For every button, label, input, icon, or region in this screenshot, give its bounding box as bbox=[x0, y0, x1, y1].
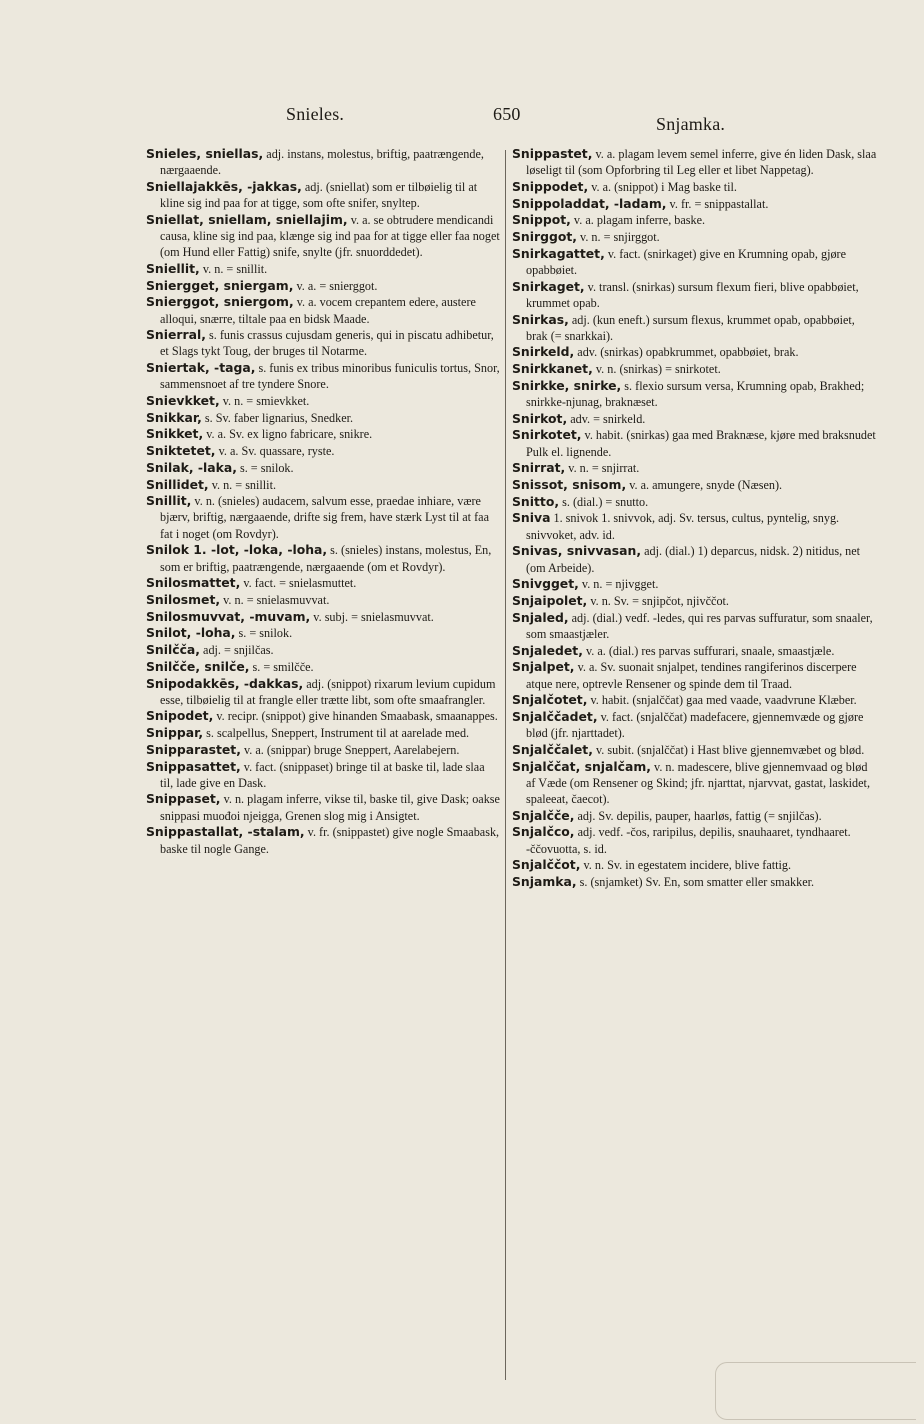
entry-definition: v. n. plagam inferre, vikse til, baske til, give Dask; oakse snippasi muođoi njeigga, Grenen slog mig i Ansigtet. bbox=[160, 792, 500, 823]
entry-definition: s. (snjamket) Sv. En, som smatter eller smakker. bbox=[576, 874, 815, 889]
dictionary-entry bbox=[146, 708, 500, 724]
dictionary-entry bbox=[146, 493, 500, 542]
dictionary-entry bbox=[146, 410, 500, 426]
entry-headword: Snilosmet, bbox=[146, 591, 221, 607]
entry-headword: Snirkot, bbox=[512, 410, 568, 426]
entry-definition: v. habit. (snjalččat) gaa med vaade, vaadvrune Klæber. bbox=[587, 693, 857, 708]
entry-headword: Sniellit, bbox=[146, 260, 200, 276]
entry-headword: Snievkket, bbox=[146, 393, 220, 409]
dictionary-entry bbox=[146, 477, 500, 493]
entry-definition: adj. (sniellat) som er tilbøielig til at kline sig ind paa for at tigge, som ofte snifer, snyltер. bbox=[160, 179, 478, 211]
dictionary-entry bbox=[512, 759, 878, 808]
dictionary-entry bbox=[146, 759, 500, 791]
entry-definition: v. fact. (snippaset) bringe til at baske til, lade slaa til, lade give en Dask. bbox=[160, 759, 485, 790]
dictionary-entry bbox=[146, 659, 500, 675]
entry-definition: adj. instans, molestus, briftig, paatrængende, nærgaaende. bbox=[160, 147, 484, 178]
dictionary-entry bbox=[146, 625, 500, 641]
entry-definition: v. transl. (snirkas) sursum flexum fieri, blive opabbøiet, krummet opab. bbox=[526, 279, 859, 310]
entry-headword: Snilok 1. -lot, -loka, -loha, bbox=[146, 542, 328, 558]
entry-headword: Snippar, bbox=[146, 725, 204, 741]
entry-definition: s. = smilčče. bbox=[249, 659, 314, 674]
entry-headword: Snippaset, bbox=[146, 791, 221, 807]
dictionary-entry bbox=[146, 278, 500, 294]
dictionary-entry bbox=[512, 742, 878, 758]
dictionary-entry bbox=[146, 146, 500, 178]
entry-headword: Snirkagattet, bbox=[512, 245, 605, 261]
dictionary-entry bbox=[512, 824, 878, 856]
entry-definition: v. n. (snirkas) = snirkotet. bbox=[592, 362, 721, 377]
entry-definition: v. fact. = snielasmuttet. bbox=[240, 576, 357, 591]
entry-headword: Snjaipolet, bbox=[512, 592, 588, 608]
dictionary-entry bbox=[512, 179, 878, 195]
entry-headword: Snillidet, bbox=[146, 476, 209, 492]
entry-headword: Sniellajakkēs, -jakkas, bbox=[146, 178, 302, 194]
entry-definition: v. a. Sv. suonait snjalpet, tendines rangiferinos discerpere atque nere, optrevle Rensener og spinde dem til Traad. bbox=[526, 660, 857, 691]
dictionary-entry bbox=[512, 344, 878, 360]
dictionary-entry bbox=[146, 460, 500, 476]
dictionary-entry bbox=[512, 196, 878, 212]
entry-headword: Snjaled, bbox=[512, 609, 569, 625]
entry-definition: v. a. vocem crepantem edere, austere alloqui, snærre, tiltale paa en bidsk Maade. bbox=[160, 295, 476, 326]
entry-headword: Snissot, snisom, bbox=[512, 477, 627, 493]
entry-headword: Snjalččat, snjalčam, bbox=[512, 758, 651, 774]
entry-headword: Sniktetet, bbox=[146, 443, 216, 459]
dictionary-entry bbox=[146, 179, 500, 211]
entry-headword: Snilot, -loha, bbox=[146, 625, 236, 641]
dictionary-entry bbox=[512, 494, 878, 510]
entry-definition: s. scalpellus, Sneppert, Instrument til at aarelade med. bbox=[203, 726, 470, 741]
entry-headword: Snjalčče, bbox=[512, 807, 575, 823]
entry-headword: Snieles, sniellas, bbox=[146, 146, 264, 161]
dictionary-entry bbox=[512, 146, 878, 178]
dictionary-entry bbox=[146, 294, 500, 326]
entry-headword: Snirkkanet, bbox=[512, 361, 593, 377]
entry-definition: v. a. Sv. ex ligno fabricare, snikre. bbox=[203, 427, 373, 442]
entry-headword: Snipodet, bbox=[146, 708, 214, 724]
entry-headword: Snirkaget, bbox=[512, 278, 585, 294]
dictionary-entry bbox=[512, 460, 878, 476]
dictionary-entry bbox=[512, 709, 878, 741]
dictionary-entry bbox=[512, 543, 878, 575]
entry-headword: Snivas, snivvasan, bbox=[512, 543, 642, 559]
entry-definition: adv. = snirkeld. bbox=[567, 411, 646, 426]
entry-headword: Snjalččot, bbox=[512, 857, 581, 873]
entry-definition: adv. (snirkas) opabkrummet, opabbøiet, brak. bbox=[574, 345, 799, 360]
dictionary-entry bbox=[512, 246, 878, 278]
entry-headword: Snikkar, bbox=[146, 409, 202, 425]
entry-headword: Snillit, bbox=[146, 493, 192, 509]
dictionary-entry bbox=[146, 609, 500, 625]
dictionary-entry bbox=[146, 824, 500, 856]
dictionary-entry bbox=[512, 279, 878, 311]
entry-headword: Snjalččadet, bbox=[512, 708, 598, 724]
dictionary-entry bbox=[512, 610, 878, 642]
dictionary-entry bbox=[146, 676, 500, 708]
entry-headword: Snippodet, bbox=[512, 178, 589, 194]
entry-headword: Snirkas, bbox=[512, 311, 569, 327]
entry-headword: Snitto, bbox=[512, 493, 560, 509]
running-head-right: Snjamka. bbox=[656, 114, 726, 134]
entry-definition: adj. vedf. -čos, raripilus, depilis, snauhaaret, tyndhaaret. -ččovuotta, s. id. bbox=[526, 825, 851, 856]
dictionary-entry bbox=[512, 510, 878, 542]
dictionary-entry bbox=[146, 592, 500, 608]
running-head-left: Snieles. bbox=[286, 104, 345, 124]
dictionary-entry bbox=[512, 229, 878, 245]
dictionary-entry bbox=[512, 361, 878, 377]
entry-headword: Snippoladdat, -ladam, bbox=[512, 195, 667, 211]
entry-headword: Snilosmuvvat, -muvam, bbox=[146, 608, 311, 624]
entry-definition: v. n. Sv. in egestatem incidere, blive fattig. bbox=[580, 858, 792, 873]
column-divider bbox=[505, 150, 506, 1380]
entry-headword: Snilak, -laka, bbox=[146, 459, 237, 475]
entry-headword: Snierral, bbox=[146, 327, 206, 343]
entry-definition: s. flexio sursum versa, Krumning opab, Brakhed; snirkke-njunag, braknæset. bbox=[526, 378, 865, 410]
dictionary-entry bbox=[146, 542, 500, 574]
entry-headword: Snirkke, snirke, bbox=[512, 377, 622, 393]
entry-definition: v. a. (dial.) res parvas suffurari, snaale, smaastjæle. bbox=[582, 643, 835, 658]
entry-definition: s. (dial.) = snutto. bbox=[559, 494, 649, 509]
dictionary-entry bbox=[512, 212, 878, 228]
entry-definition: s. (snieles) instans, molestus, En, som er briftig, paatrængende, nærgaaende (om et Rovdyr). bbox=[160, 543, 492, 574]
dictionary-entry bbox=[512, 692, 878, 708]
entry-definition: 1. snivok 1. snivvok, adj. Sv. tersus, cultus, pyntelig, snyg. snivvoket, adv. id. bbox=[526, 511, 840, 542]
entry-definition: v. n. = njivgget. bbox=[578, 577, 659, 592]
entry-definition: v. a. (snippar) bruge Sneppert, Aarelabejern. bbox=[240, 742, 460, 757]
entry-definition: v. n. (snieles) audacem, salvum esse, praedae inhiare, være bjærv, briftig, nærgaaende, drifte sig frem, have stærk Lyst til at faa fat i noget (om Rovdyr). bbox=[160, 494, 489, 541]
entry-definition: v. n. = snillit. bbox=[199, 261, 268, 276]
entry-definition: v. n. = snjirggot. bbox=[576, 230, 660, 245]
entry-headword: Snivgget, bbox=[512, 576, 579, 592]
entry-definition: v. recipr. (snippot) give hinanden Smaabask, smaanappes. bbox=[213, 709, 498, 724]
entry-headword: Snjalčotet, bbox=[512, 692, 588, 708]
dictionary-entry bbox=[146, 725, 500, 741]
entry-headword: Snierggot, sniergom, bbox=[146, 294, 294, 310]
dictionary-entry bbox=[512, 576, 878, 592]
dictionary-entry bbox=[512, 857, 878, 873]
entry-headword: Sniertak, -taga, bbox=[146, 360, 256, 376]
dictionary-entry bbox=[146, 791, 500, 823]
entry-headword: Snirkotet, bbox=[512, 427, 582, 443]
dictionary-entry bbox=[512, 312, 878, 344]
entry-headword: Snilčče, snilče, bbox=[146, 658, 250, 674]
entry-definition: v. habit. (snirkas) gaa med Braknæse, kjøre med braksnudet Pulk el. lignende. bbox=[526, 428, 876, 459]
dictionary-entry bbox=[146, 360, 500, 392]
entry-definition: v. subj. = snielasmuvvat. bbox=[310, 609, 434, 624]
entry-definition: v. n. = snillit. bbox=[208, 477, 277, 492]
entry-headword: Snilosmattet, bbox=[146, 575, 241, 591]
entry-definition: v. a. Sv. quassare, ryste. bbox=[215, 444, 335, 459]
dictionary-entry bbox=[512, 593, 878, 609]
entry-definition: v. fr. (snippastet) give nogle Smaabask, baske til nogle Gange. bbox=[160, 825, 500, 856]
entry-headword: Snjalpet, bbox=[512, 659, 575, 675]
page-number: 650 bbox=[493, 104, 521, 124]
entry-headword: Snjamka, bbox=[512, 873, 577, 889]
entry-headword: Snippastet, bbox=[512, 146, 593, 161]
dictionary-entry bbox=[512, 659, 878, 691]
entry-headword: Snirggot, bbox=[512, 229, 577, 245]
entry-headword: Snipodakkēs, -dakkas, bbox=[146, 675, 304, 691]
dictionary-entry bbox=[146, 642, 500, 658]
dictionary-entry bbox=[512, 808, 878, 824]
entry-definition: v. fact. (snjalččat) madefacere, gjennemvæde og gjøre blød (jfr. njarttadet). bbox=[526, 709, 864, 741]
dictionary-entry bbox=[512, 411, 878, 427]
entry-definition: adj. (dial.) 1) deparcus, nidsk. 2) nitidus, net (om Arbeide). bbox=[526, 544, 861, 575]
entry-definition: v. a. amungere, snyde (Næsen). bbox=[626, 478, 783, 493]
entry-definition: s. = snilok. bbox=[235, 626, 293, 641]
dictionary-entry bbox=[512, 378, 878, 410]
entry-headword: Snilčča, bbox=[146, 642, 200, 658]
dictionary-entry bbox=[146, 742, 500, 758]
entry-definition: v. n. = snielasmuvvat. bbox=[220, 592, 330, 607]
entry-headword: Sniellat, sniellam, sniellajim, bbox=[146, 211, 348, 227]
entry-headword: Snippasattet, bbox=[146, 758, 241, 774]
entry-definition: s. Sv. faber lignarius, Snedker. bbox=[201, 410, 354, 425]
dictionary-entry bbox=[512, 427, 878, 459]
entry-headword: Snjaledet, bbox=[512, 642, 583, 658]
dictionary-entry bbox=[512, 874, 878, 890]
entry-definition: v. fact. (snirkaget) give en Krumning opab, gjøre opabbøiet. bbox=[526, 246, 847, 277]
entry-definition: s. funis crassus cujusdam generis, qui in piscatu adhibetur, et Slags tykt Toug, der bruges til Notarme. bbox=[160, 328, 494, 359]
entry-headword: Sniva bbox=[512, 510, 551, 526]
entry-definition: v. subit. (snjalččat) i Hast blive gjennemvæbet og blød. bbox=[592, 742, 865, 757]
page-edge-mark bbox=[715, 1362, 916, 1420]
entry-headword: Sniergget, sniergam, bbox=[146, 277, 294, 293]
entry-headword: Snjalččalet, bbox=[512, 741, 593, 757]
entry-definition: v. a. plagam levem semel inferre, give én liden Dask, slaa løseligt til (som Opforbring til Leg eller et libet Nappetag). bbox=[526, 147, 877, 178]
entry-definition: v. fr. = snippastallat. bbox=[666, 196, 769, 211]
dictionary-entry bbox=[512, 643, 878, 659]
entry-definition: adj. (snippot) rixarum levium cupidum esse, tilbøielig til at frangle eller trætte libt, som ofte smaafrangler. bbox=[160, 676, 496, 707]
entry-headword: Snipparastet, bbox=[146, 741, 241, 757]
dictionary-entry bbox=[146, 575, 500, 591]
dictionary-entry bbox=[146, 443, 500, 459]
dictionary-entry bbox=[146, 261, 500, 277]
entry-definition: v. n. = snjirrat. bbox=[565, 461, 640, 476]
entry-headword: Snjalčco, bbox=[512, 824, 575, 840]
entry-definition: v. a. (snippot) i Mag baske til. bbox=[588, 179, 737, 194]
entry-definition: s. funis ex tribus minoribus funiculis tortus, Snor, sammensnoet af tre tyndere Snore. bbox=[160, 361, 500, 392]
entry-definition: s. = snilok. bbox=[236, 460, 294, 475]
right-column bbox=[512, 146, 878, 891]
entry-definition: v. a. plagam inferre, baske. bbox=[570, 213, 706, 228]
dictionary-entry bbox=[146, 212, 500, 261]
entry-definition: v. n. madescere, blive gjennemvaad og blød af Væde (om Rensener og Skind; jfr. njarttat, njarvvat, gastat, laskidet, spaleeat, čaecot). bbox=[526, 759, 870, 806]
entry-definition: v. n. Sv. = snjipčot, njivččot. bbox=[587, 593, 729, 608]
entry-headword: Snippastallat, -stalam, bbox=[146, 824, 305, 840]
entry-definition: v. a. = snierggot. bbox=[293, 278, 378, 293]
entry-definition: adj. (dial.) vedf. -ledes, qui res parvas suffuratur, som snaaler, som smaastjæler. bbox=[526, 610, 873, 641]
entry-definition: v. n. = smievkket. bbox=[219, 394, 310, 409]
entry-headword: Snirkeld, bbox=[512, 344, 575, 360]
dictionary-entry bbox=[512, 477, 878, 493]
entry-definition: adj. (kun eneft.) sursum flexus, krummet opab, opabbøiet, brak (= snarkkai). bbox=[526, 312, 855, 343]
entry-headword: Snippot, bbox=[512, 212, 571, 228]
dictionary-entry bbox=[146, 426, 500, 442]
left-column bbox=[146, 146, 500, 857]
entry-definition: v. a. se obtrudere mendicandi causa, kline sig ind paa, klænge sig ind paa for at tigge eller faa noget (om Hund eller Fattig) snife, snylte (jfr. snuorddedet). bbox=[160, 212, 500, 260]
entry-definition: adj. Sv. depilis, pauper, haarløs, fattig (= snjilčas). bbox=[574, 808, 822, 823]
entry-definition: adj. = snjilčas. bbox=[200, 643, 274, 658]
entry-headword: Snikket, bbox=[146, 426, 204, 442]
dictionary-entry bbox=[146, 327, 500, 359]
entry-headword: Snirrat, bbox=[512, 460, 566, 476]
dictionary-entry bbox=[146, 393, 500, 409]
